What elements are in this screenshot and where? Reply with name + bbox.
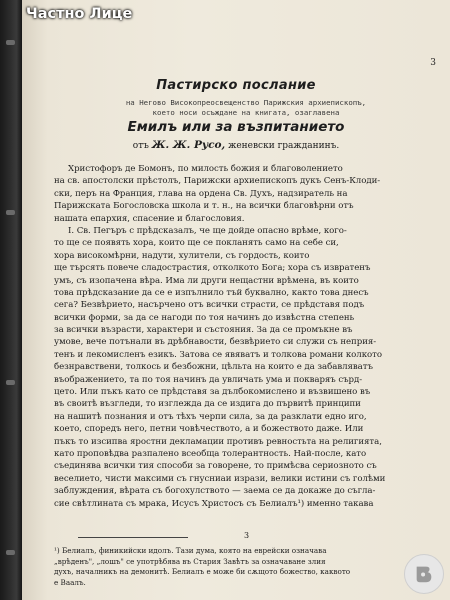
author-name: Ж. Ж. Русо,	[151, 139, 226, 151]
page-title: Пастирско послание	[156, 78, 316, 93]
author-line	[22, 139, 450, 151]
footnote-line: „врѣденъ", „лошъ" се употрѣбява въ Стария Завѣтъ за означаване злия	[54, 556, 326, 566]
seller-watermark: Частно Лице	[26, 6, 133, 22]
body-line: то ще се появять хора, които ще се покланять само на себе си,	[54, 238, 339, 249]
body-line: ски, перъ на Франция, глава на ордена Св. Духъ, надзиратель на	[54, 188, 348, 199]
body-line: сие свѣтлината съ мрака, Исусъ Христосъ съ Белиалъ¹) именно такава	[54, 498, 374, 509]
body-line: нашата епархия, спасение и благословия.	[54, 213, 245, 224]
body-line: безнравствени, толкось и безбожни, цѣльта на които е да забавляватъ	[54, 362, 373, 373]
footnote-divider	[78, 537, 188, 538]
subtitle-line: което носи осъждане на книгата, озаглавена	[152, 108, 340, 117]
binding-thread	[6, 210, 15, 215]
footnote-marker: 3	[244, 531, 250, 540]
footnote-line: духъ, началникъ на демонитѣ. Белиалъ е може би сѫщото божество, каквото	[54, 567, 351, 577]
body-line: умъ, съ изопачена вѣра. Има ли други нещастни врѣмена, въ които	[54, 275, 359, 286]
body-line: на св. апостолски прѣстолъ, Парижски архиепископъ дукъ Сенъ-Клоди-	[54, 176, 381, 187]
book-page	[22, 0, 450, 600]
body-line: веселието, чисти максими съ гнусниаи изрази, велики истини съ голѣми	[54, 473, 386, 484]
bazar-logo-icon	[413, 563, 435, 585]
body-line: тенъ и лекомисленъ езикъ. Затова се явяватъ и толкова романи колкото	[54, 349, 382, 360]
footnote-line: ¹) Белиалъ, финикийски идолъ. Тази дума, която на еврейски означава	[54, 546, 327, 555]
body-line: пъкъ то изсипва яростни декламации противъ ревностьта на религията,	[54, 436, 382, 447]
body-line: на нашитѣ познания и отъ тѣхъ черпи сила, за да разклати едно иго,	[54, 411, 367, 422]
body-line: ще търсять повече сладострастия, отколкото Бога; хора съ извратенъ	[54, 263, 371, 274]
author-prefix: отъ	[132, 141, 149, 151]
body-line: за всички възрасти, характери и състояния. За да се промъкне въ	[54, 325, 353, 336]
footnotes	[54, 546, 436, 588]
body-line: Христофоръ де Бомонъ, по милость божия и благоволението	[68, 164, 343, 174]
body-line: съединява всички тия способи за говорене, то примѣсва сериозното съ	[54, 461, 377, 472]
body-line: умове, вече потънали въ дрѣбнавости, безвѣрието си служи съ неприя-	[54, 337, 377, 348]
body-line: цето. Или пъкъ като се прѣдставя за дълбокомислено и възвишено въ	[54, 387, 371, 398]
body-line: като проповѣдва разпалено всеобща толерантность. Най-после, като	[54, 448, 367, 459]
body-line: въображението, та по тоя начинъ да увличать ума и покваряъ сърд-	[54, 374, 363, 385]
body-line: I. Св. Пегъръ с прѣдсказалъ, че ще дойде опасно врѣме, кого-	[68, 225, 347, 236]
body-line: въ своитѣ възгледи, то изглежда да се издига до първитѣ принципи	[54, 399, 361, 410]
subtitle-line: на Негово Високопреосвещенство Парижския архиепископъ,	[125, 98, 367, 107]
book-title: Емилъ или за възпитанието	[127, 119, 345, 135]
binding-thread	[6, 380, 15, 385]
bazar-logo-icon	[404, 554, 444, 594]
body-text	[54, 163, 436, 510]
author-suffix: женевски гражданинъ.	[228, 141, 340, 151]
body-line: всички форми, за да се нагоди по тоя начинъ до извѣстна степень	[54, 312, 355, 323]
body-line: това прѣдсказание да се е изпълнило тъй буквално, както това днесъ	[54, 287, 369, 298]
footnote-line: е Ваалъ.	[54, 577, 86, 587]
body-line: което, споредъ него, петни човѣчеството, а и божеството даже. Или	[54, 424, 364, 435]
binding-thread	[6, 40, 15, 45]
body-line: хора високомѣрни, надути, хулители, съ гордость, които	[54, 250, 310, 261]
page-number: 3	[430, 58, 436, 68]
binding-thread	[6, 550, 15, 555]
body-line: Парижската Богословска школа и т. н., на всички благовѣрни отъ	[54, 201, 354, 212]
body-line: заблуждения, вѣрата съ богохулството — заема се да докаже до съгла-	[54, 486, 376, 497]
book-spine	[0, 0, 22, 600]
body-line: сега? Безвѣрието, насърчено отъ всички страсти, се прѣдставя подъ	[54, 300, 365, 311]
